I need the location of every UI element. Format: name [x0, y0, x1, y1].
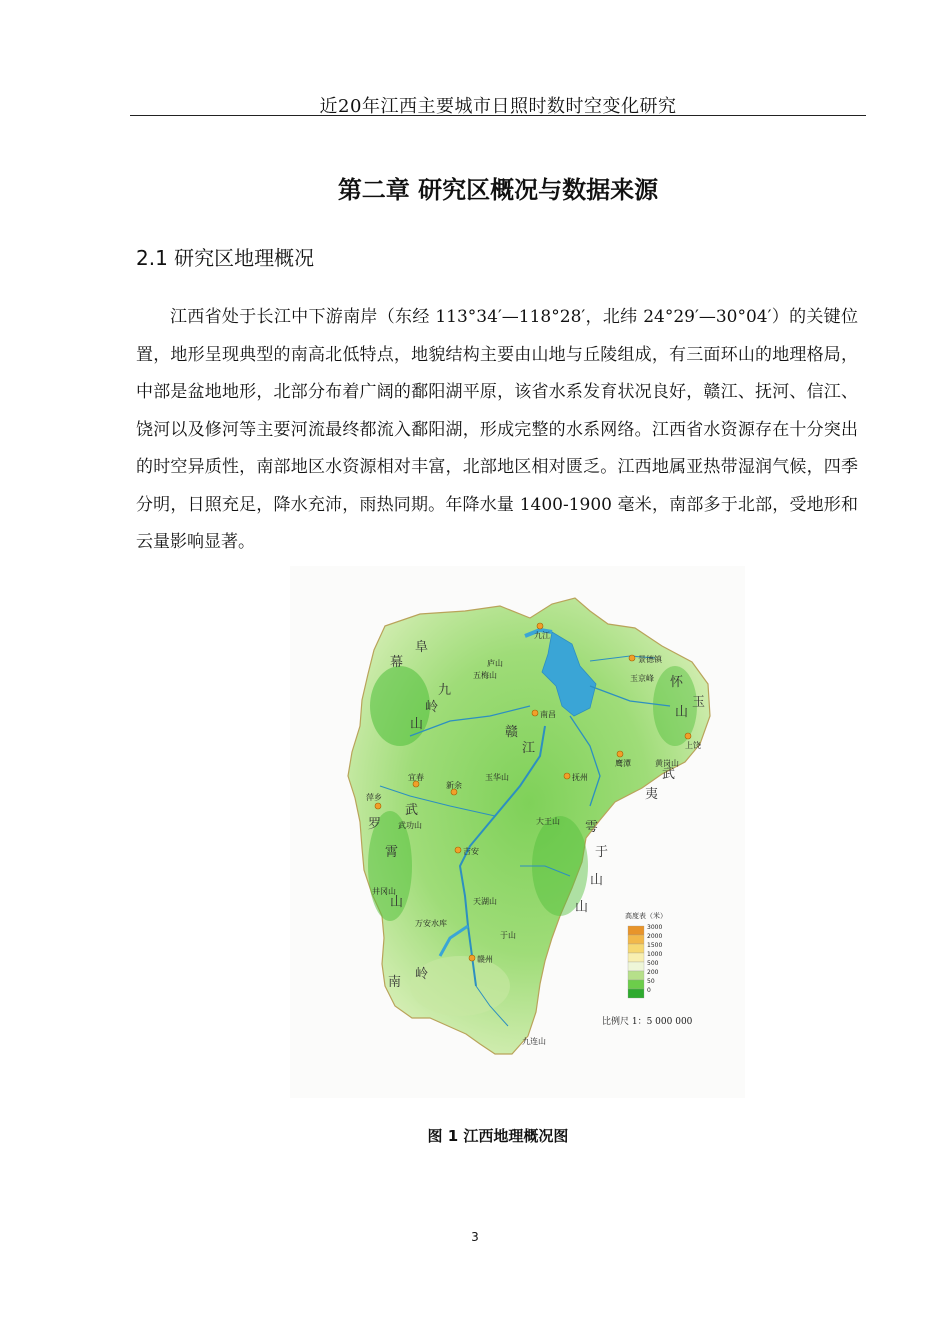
- legend-label: 3000: [647, 924, 663, 931]
- city-label: 鹰潭: [615, 759, 631, 768]
- peak-label: 九连山: [522, 1037, 546, 1046]
- range-char: 南: [388, 975, 402, 990]
- legend-title: 高度表（米）: [625, 912, 667, 920]
- page-number: 3: [471, 1230, 479, 1244]
- elevation-legend: [625, 911, 667, 998]
- peak-label: 庐山: [487, 659, 503, 668]
- range-char: 岭: [415, 967, 429, 982]
- peak-label: 黄岗山: [655, 759, 679, 768]
- range-char: 山: [590, 873, 604, 888]
- legend-label: 0: [647, 987, 651, 994]
- city-label: 景德镇: [638, 655, 662, 664]
- peak-label: 武功山: [398, 821, 422, 830]
- range-char: 赣: [505, 725, 519, 740]
- peak-label: 五梅山: [473, 671, 497, 680]
- header-rule: [130, 115, 866, 116]
- city-label: 吉安: [463, 847, 479, 856]
- range-char: 霄: [385, 845, 399, 860]
- city-label: 九江: [534, 631, 550, 640]
- legend-label: 50: [647, 978, 655, 985]
- peak-label: 玉华山: [485, 773, 509, 782]
- range-char: 江: [522, 741, 536, 756]
- chapter-title: 第二章 研究区概况与数据来源: [337, 176, 659, 204]
- figure-caption: 图 1 江西地理概况图: [427, 1127, 569, 1145]
- running-header: 近20年江西主要城市日照时数时空变化研究: [319, 96, 677, 117]
- reservoir-label: 万安水库: [415, 919, 447, 928]
- range-char: 幕: [390, 655, 404, 670]
- range-char: 武: [662, 767, 676, 782]
- range-char: 山: [410, 717, 424, 732]
- peak-label: 大王山: [536, 817, 560, 826]
- legend-swatch: [628, 971, 644, 980]
- legend-swatch: [628, 980, 644, 989]
- range-char: 罗: [368, 817, 382, 832]
- scale-text: 比例尺 1：5 000 000: [602, 1017, 693, 1027]
- legend-swatch: [628, 944, 644, 953]
- range-char: 山: [675, 705, 689, 720]
- range-char: 武: [405, 803, 419, 818]
- legend-swatch: [628, 962, 644, 971]
- range-char: 夷: [645, 787, 659, 802]
- range-char: 九: [438, 683, 452, 698]
- peak-label: 井冈山: [372, 887, 396, 896]
- city-label: 赣州: [477, 955, 493, 964]
- legend-label: 200: [647, 969, 659, 976]
- range-char: 岭: [425, 700, 439, 715]
- legend-label: 1000: [647, 951, 663, 958]
- legend-label: 2000: [647, 933, 663, 940]
- city-label: 抚州: [572, 773, 588, 782]
- range-char: 怀: [670, 675, 684, 690]
- range-char: 雩: [585, 820, 599, 835]
- legend-swatch: [628, 926, 644, 935]
- city-label: 南昌: [540, 710, 556, 719]
- legend-label: 500: [647, 960, 659, 967]
- jiangxi-map-figure: [290, 566, 745, 1098]
- legend-label: 1500: [647, 942, 663, 949]
- body-paragraph-block: [136, 299, 858, 562]
- legend-swatch: [628, 935, 644, 944]
- peak-label: 玉京峰: [630, 674, 654, 683]
- city-label: 新余: [446, 781, 462, 790]
- range-char: 阜: [415, 640, 429, 655]
- range-char: 于: [595, 845, 609, 860]
- peak-label: 于山: [500, 931, 516, 940]
- section-title: 2.1 研究区地理概况: [136, 246, 315, 270]
- peak-label: 天湖山: [473, 897, 497, 906]
- body-paragraph: 江西省处于长江中下游南岸（东经 113°34′—118°28′，北纬 24°29′—30°04′）的关键位置，地形呈现典型的南高北低特点，地貌结构主要由山地与丘陵组成，有三面环山的地理格局，中部是盆地地形，北部分布着广阔的鄱阳湖平原，该省水系发育状况良好，赣江、抚河、信江、饶河以及修河等主要河流最终都流入鄱阳湖，形成完整的水系网络。江西省水资源存在十分突出的时空异质性，南部地区水资源相对丰富，北部地区相对匮乏。江西地属亚热带湿润气候，四季分明，日照充足，降水充沛，雨热同期。年降水量 1400-1900 毫米，南部多于北部，受地形和云量影响显著。: [136, 307, 858, 552]
- jiangxi-map: [290, 566, 745, 1098]
- range-char: 山: [575, 900, 589, 915]
- city-label: 萍乡: [366, 793, 382, 802]
- legend-swatch: [628, 953, 644, 962]
- city-label: 上饶: [685, 741, 701, 750]
- range-char: 玉: [692, 695, 706, 710]
- city-label: 宜春: [408, 773, 424, 782]
- legend-swatch: [628, 989, 644, 998]
- range-char: 山: [390, 895, 404, 910]
